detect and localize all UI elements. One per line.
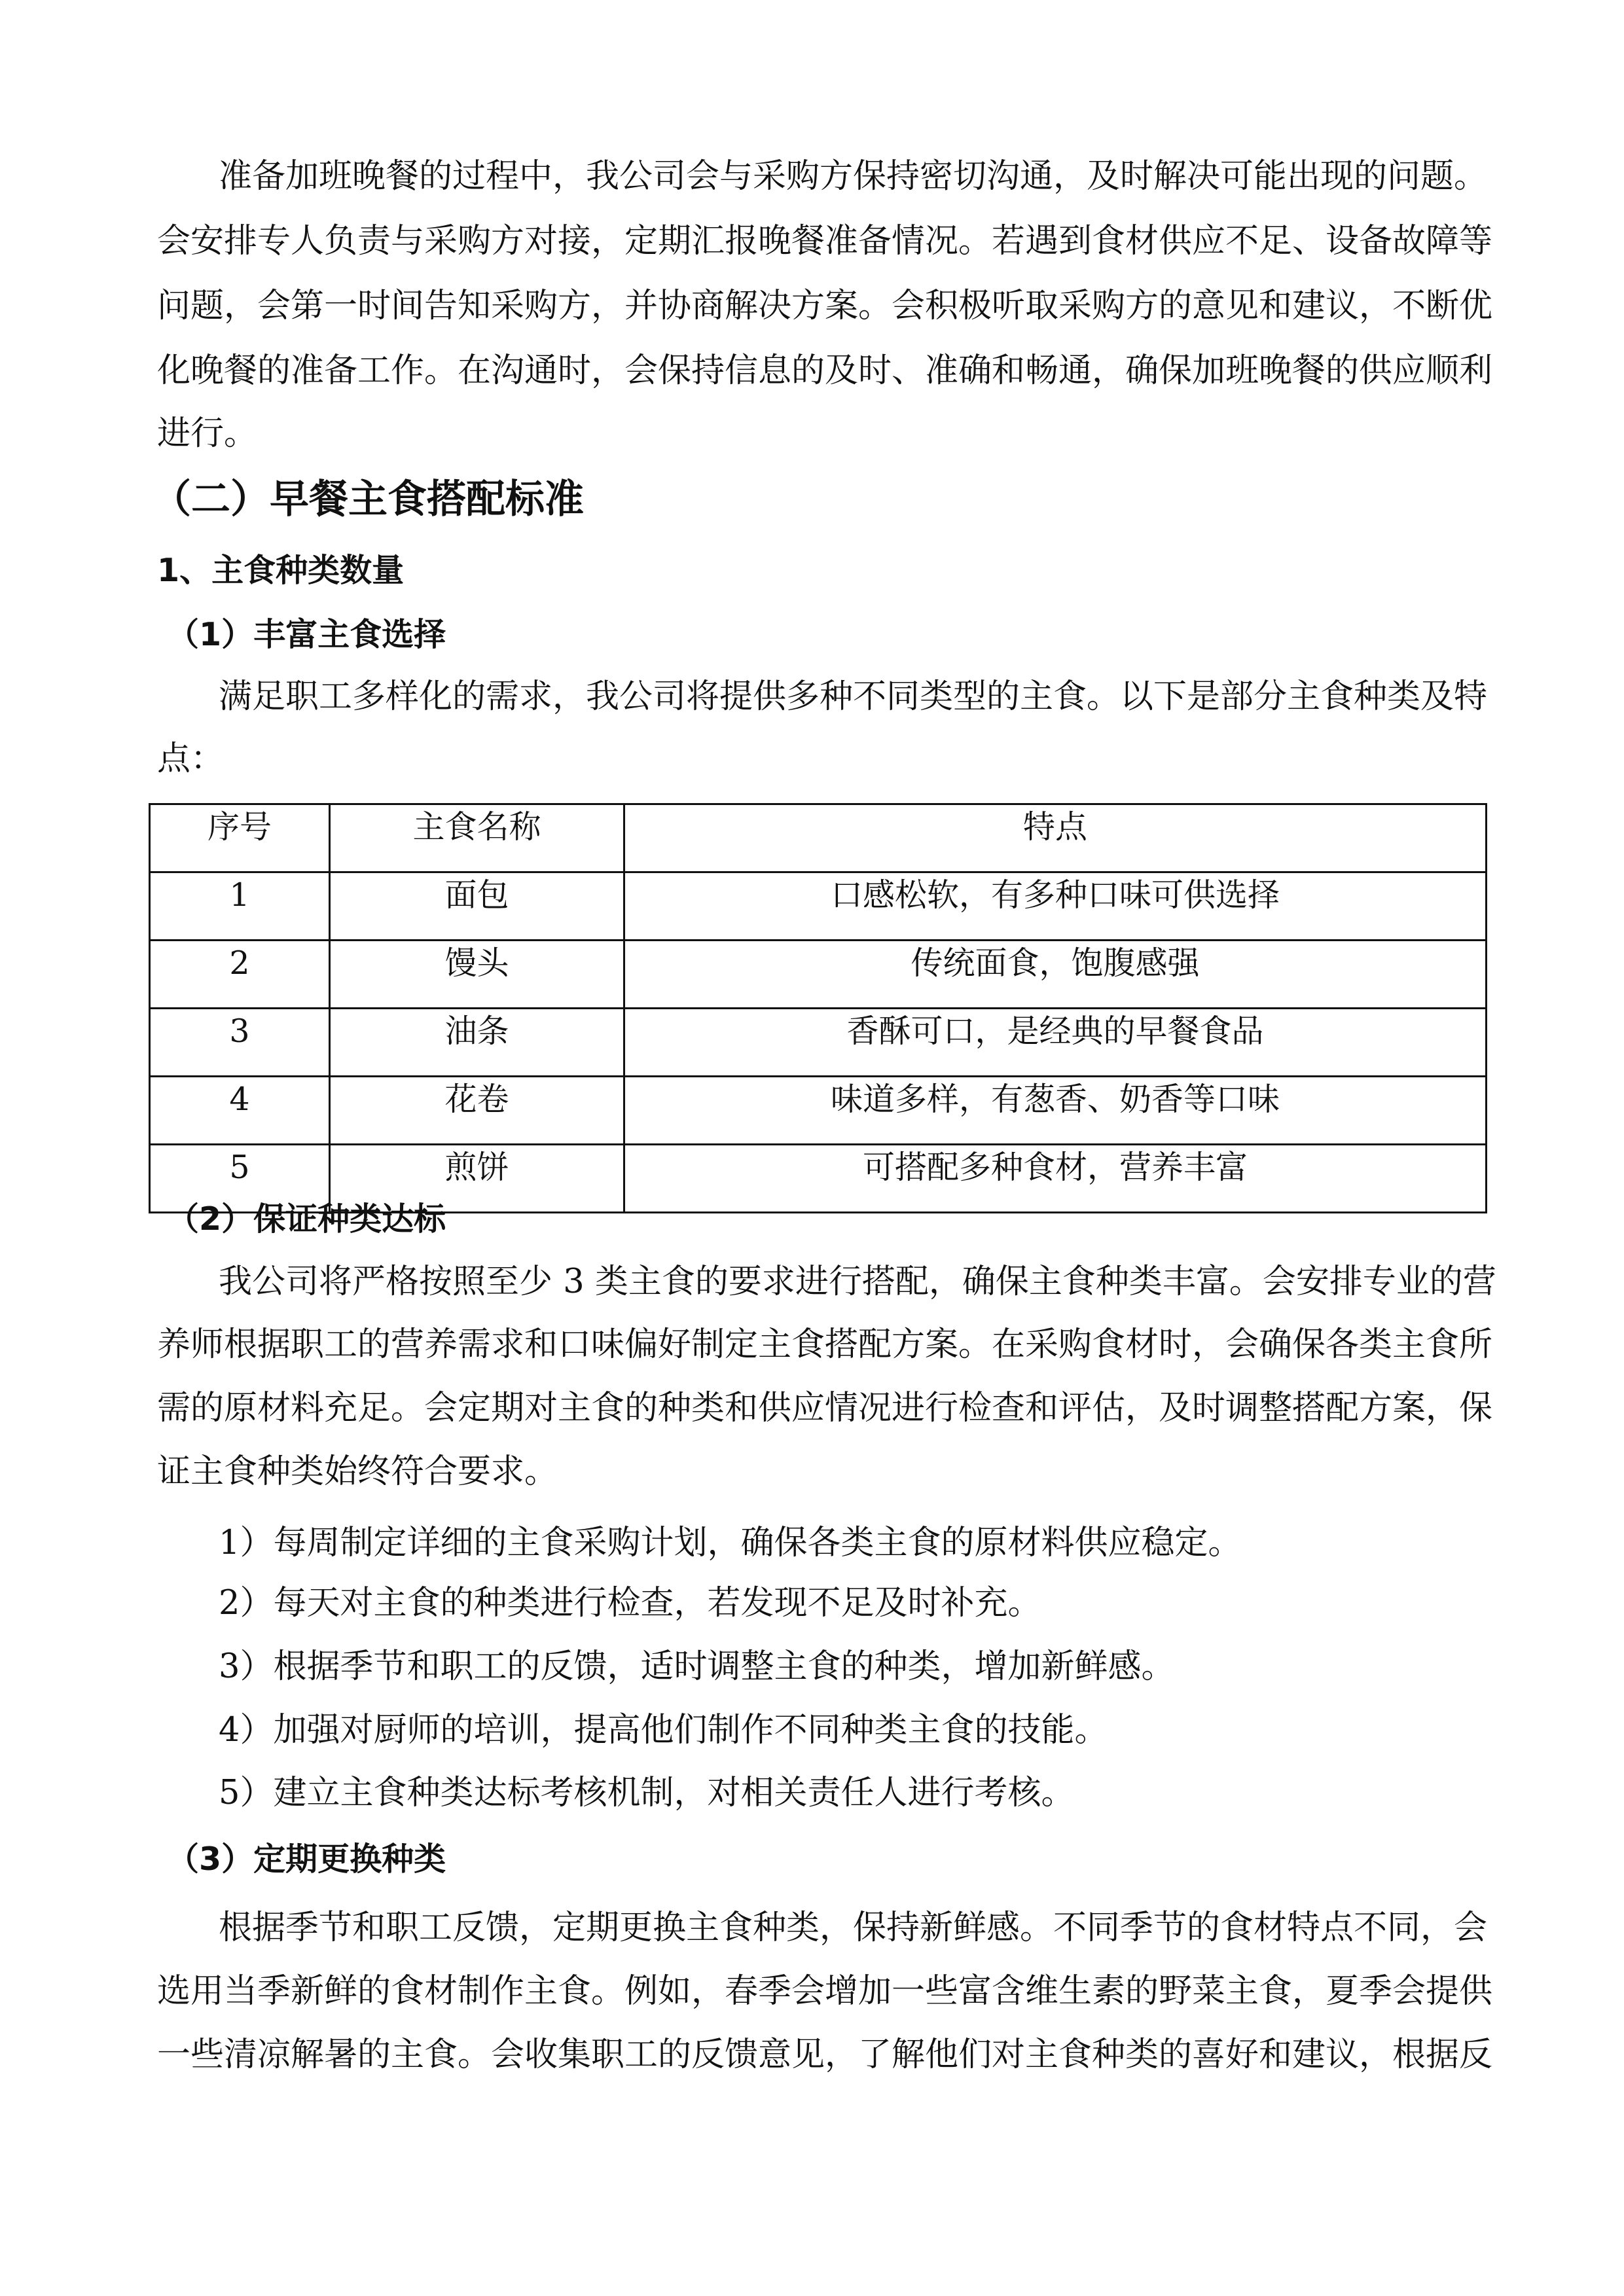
table-header-row [150,804,1487,872]
cell-index: 5 [150,1145,330,1213]
sub-heading-3: （3）定期更换种类 [167,1840,446,1878]
header-cell: 特点 [624,804,1487,872]
section-heading: （二）早餐主食搭配标准 [152,476,584,522]
text-line: 问题，会第一时间告知采购方，并协商解决方案。会积极听取采购方的意见和建议，不断优 [157,287,1493,325]
cell-index: 3 [150,1009,330,1077]
text-line: 我公司将严格按照至少 3 类主食的要求进行搭配，确保主食种类丰富。会安排专业的营 [219,1263,1496,1301]
table-row [150,872,1487,941]
list-item: 3）根据季节和职工的反馈，适时调整主食的种类，增加新鲜感。 [219,1647,1175,1686]
list-item: 2）每天对主食的种类进行检查，若发现不足及时补充。 [219,1584,1041,1623]
cell-feature: 味道多样，有葱香、奶香等口味 [624,1077,1487,1145]
text-line: 准备加班晚餐的过程中，我公司会与采购方保持密切沟通，及时解决可能出现的问题。 [219,157,1488,196]
cell-name: 馒头 [330,941,624,1009]
cell-feature: 香酥可口，是经典的早餐食品 [624,1009,1487,1077]
subsection-heading: 1、主食种类数量 [157,552,405,589]
cell-name: 花卷 [330,1077,624,1145]
text-line: 证主食种类始终符合要求。 [157,1452,558,1491]
text-line: 点： [157,740,225,778]
sub-heading-1: （1）丰富主食选择 [167,616,446,653]
cell-name: 煎饼 [330,1145,624,1213]
table-row [150,1009,1487,1077]
table-row [150,1077,1487,1145]
cell-index: 2 [150,941,330,1009]
cell-feature: 口感松软，有多种口味可供选择 [624,872,1487,941]
cell-feature: 传统面食，饱腹感强 [624,941,1487,1009]
text-line: 会安排专人负责与采购方对接，定期汇报晚餐准备情况。若遇到食材供应不足、设备故障等 [157,222,1493,260]
staple-food-table [149,803,1487,1213]
cell-index: 4 [150,1077,330,1145]
list-item: 1）每周制定详细的主食采购计划，确保各类主食的原材料供应稳定。 [219,1524,1242,1562]
text-line: 根据季节和职工反馈，定期更换主食种类，保持新鲜感。不同季节的食材特点不同，会 [219,1909,1488,1947]
cell-name: 面包 [330,872,624,941]
sub-heading-2: （2）保证种类达标 [167,1200,446,1238]
text-line: 进行。 [157,414,258,453]
cell-name: 油条 [330,1009,624,1077]
list-item: 5）建立主食种类达标考核机制，对相关责任人进行考核。 [219,1774,1075,1812]
text-line: 一些清凉解暑的主食。会收集职工的反馈意见，了解他们对主食种类的喜好和建议，根据反 [157,2036,1493,2074]
header-cell: 主食名称 [330,804,624,872]
cell-index: 1 [150,872,330,941]
text-line: 化晚餐的准备工作。在沟通时，会保持信息的及时、准确和畅通，确保加班晚餐的供应顺利 [157,351,1493,390]
cell-feature: 可搭配多种食材，营养丰富 [624,1145,1487,1213]
text-line: 满足职工多样化的需求，我公司将提供多种不同类型的主食。以下是部分主食种类及特 [219,677,1488,716]
header-cell: 序号 [150,804,330,872]
table-row [150,941,1487,1009]
list-item: 4）加强对厨师的培训，提高他们制作不同种类主食的技能。 [219,1711,1108,1749]
text-line: 需的原材料充足。会定期对主食的种类和供应情况进行检查和评估，及时调整搭配方案，保 [157,1389,1493,1427]
text-line: 选用当季新鲜的食材制作主食。例如，春季会增加一些富含维生素的野菜主食，夏季会提供 [157,1972,1493,2011]
text-line: 养师根据职工的营养需求和口味偏好制定主食搭配方案。在采购食材时，会确保各类主食所 [157,1325,1493,1364]
